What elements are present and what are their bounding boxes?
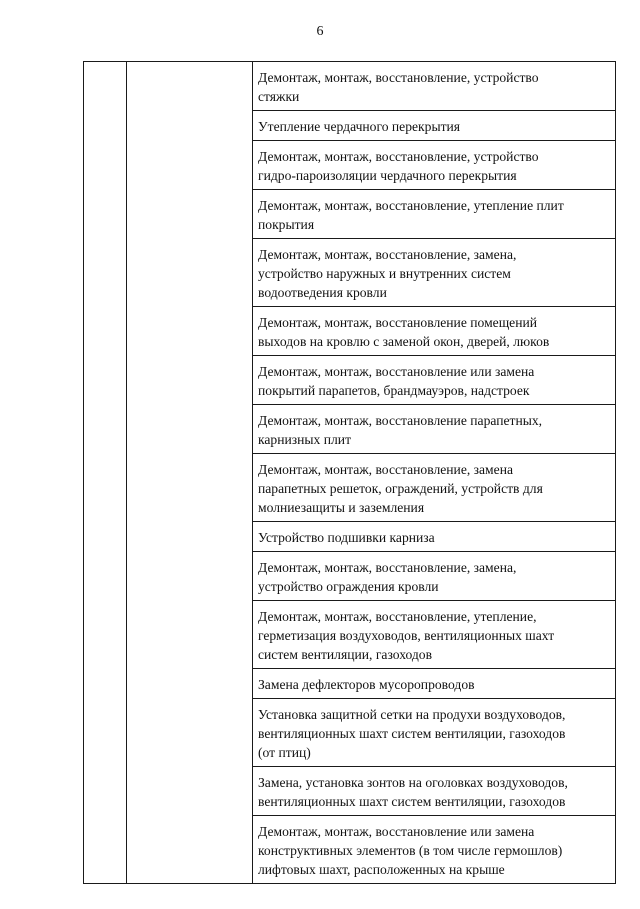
work-text: Демонтаж, монтаж, восстановление или замена покрытий парапетов, брандмауэров, надстроек xyxy=(258,364,535,398)
works-table xyxy=(83,61,616,884)
work-text: Демонтаж, монтаж, восстановление, утепление, герметизация воздуховодов, вентиляционных шахт систем вентиляции, газоходов xyxy=(258,609,555,662)
work-text: Демонтаж, монтаж, восстановление парапетных, карнизных плит xyxy=(258,413,543,447)
work-cell xyxy=(253,356,616,405)
work-text: Демонтаж, монтаж, восстановление помещений выходов на кровлю с заменой окон, дверей, люков xyxy=(258,315,550,349)
work-cell xyxy=(253,816,616,884)
work-cell xyxy=(253,767,616,816)
work-text: Демонтаж, монтаж, восстановление, утепление плит покрытия xyxy=(258,198,564,232)
work-cell xyxy=(253,239,616,307)
work-text: Демонтаж, монтаж, восстановление, устройство стяжки xyxy=(258,70,539,104)
work-cell xyxy=(253,141,616,190)
work-cell xyxy=(253,669,616,699)
work-cell xyxy=(253,190,616,239)
work-text: Устройство подшивки карниза xyxy=(258,530,435,545)
work-text: Утепление чердачного перекрытия xyxy=(258,119,461,134)
work-cell xyxy=(253,454,616,522)
work-text: Установка защитной сетки на продухи воздуховодов, вентиляционных шахт систем вентиляции, газоходов (от птиц) xyxy=(258,707,566,760)
work-text: Демонтаж, монтаж, восстановление или замена конструктивных элементов (в том числе гермошлов) лифтовых шахт, расположенных на крыше xyxy=(258,824,563,877)
work-cell xyxy=(253,111,616,141)
work-cell xyxy=(253,522,616,552)
work-text: Демонтаж, монтаж, восстановление, замена, устройство ограждения кровли xyxy=(258,560,517,594)
work-text: Демонтаж, монтаж, восстановление, устройство гидро-пароизоляции чердачного перекрытия xyxy=(258,149,539,183)
index-column-cell xyxy=(84,62,127,884)
work-cell xyxy=(253,307,616,356)
table-row xyxy=(84,62,616,111)
page-number: 6 xyxy=(316,24,324,39)
work-cell xyxy=(253,699,616,767)
element-column-cell xyxy=(127,62,253,884)
work-cell xyxy=(253,552,616,601)
works-table-body xyxy=(84,62,616,884)
work-cell xyxy=(253,405,616,454)
work-text: Замена, установка зонтов на оголовках воздуховодов, вентиляционных шахт систем вентиляции, газоходов xyxy=(258,775,568,809)
work-cell xyxy=(253,601,616,669)
work-text: Демонтаж, монтаж, восстановление, замена парапетных решеток, ограждений, устройств для молниезащиты и заземления xyxy=(258,462,543,515)
work-cell xyxy=(253,62,616,111)
work-text: Замена дефлекторов мусоропроводов xyxy=(258,677,475,692)
work-text: Демонтаж, монтаж, восстановление, замена, устройство наружных и внутренних систем водоотведения кровли xyxy=(258,247,517,300)
